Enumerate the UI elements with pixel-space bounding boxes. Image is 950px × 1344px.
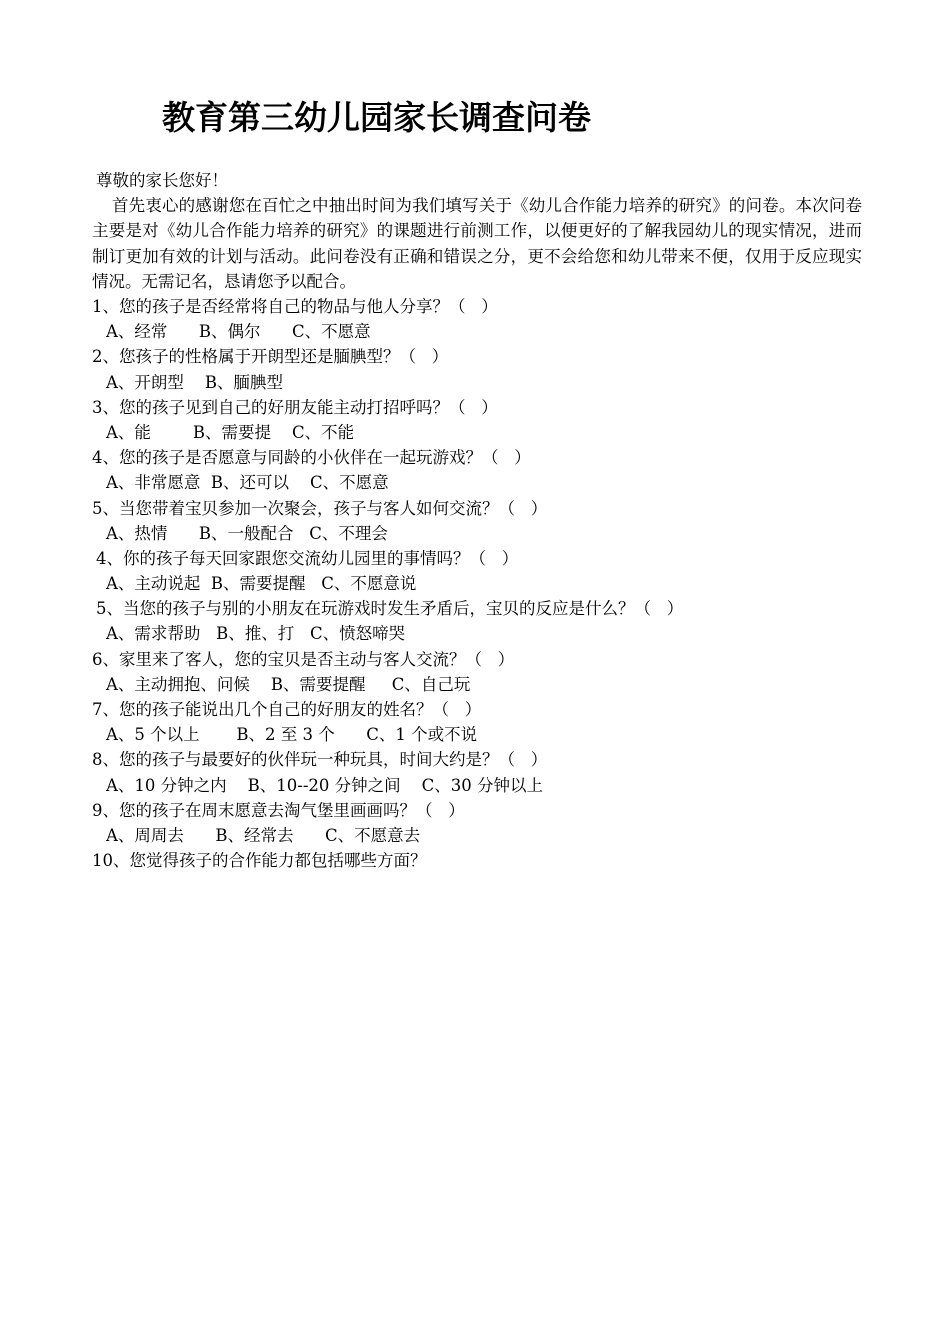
question-1: 1、您的孩子是否经常将自己的物品与他人分享？（ ） (92, 297, 498, 316)
question-7: 5、当您的孩子与别的小朋友在玩游戏时发生矛盾后，宝贝的反应是什么？（ ） (96, 599, 684, 619)
page-title: 教育第三幼儿园家长调查问卷 (162, 98, 591, 137)
question-10-options: A、10 分钟之内 B、10--20 分钟之间 C、30 分钟以上 (106, 775, 543, 795)
question-4: 4、您的孩子是否愿意与同龄的小伙伴在一起玩游戏？（ ） (92, 448, 531, 468)
question-6: 4、你的孩子每天回家跟您交流幼儿园里的事情吗？（ ） (96, 548, 519, 568)
question-1-options: A、经常 B、偶尔 C、不愿意 (106, 322, 371, 342)
question-11-options: A、周周去 B、经常去 C、不愿意去 (106, 825, 421, 845)
question-2-options: A、开朗型 B、腼腆型 (106, 372, 284, 392)
question-2: 2、您孩子的性格属于开朗型还是腼腆型？（ ） (92, 347, 449, 367)
question-10: 8、您的孩子与最要好的伙伴玩一种玩具，时间大约是？（ ） (92, 750, 548, 770)
intro-paragraph: 首先衷心的感谢您在百忙之中抽出时间为我们填写关于《幼儿合作能力培养的研究》的问卷。本次问卷主要是对《幼儿合作能力培养的研究》的课题进行前测工作，以便更好的了解我园幼儿的现实情况，进而制订更加有效的计划与活动。此问卷没有正确和错误之分，更不会给您和幼儿带来不便，仅用于反应现实情况。无需记名，恳请您予以配合。 (92, 196, 862, 291)
question-9: 7、您的孩子能说出几个自己的好朋友的姓名？（ ） (92, 700, 482, 719)
question-3-options: A、能 B、需要提 C、不能 (106, 422, 355, 442)
question-5: 5、当您带着宝贝参加一次聚会，孩子与客人如何交流？（ ） (92, 498, 548, 518)
questionnaire-body (92, 168, 862, 873)
question-11: 9、您的孩子在周末愿意去淘气堡里画画吗？（ ） (92, 800, 465, 820)
greeting: 尊敬的家长您好！ (96, 171, 228, 190)
question-8: 6、家里来了客人，您的宝贝是否主动与客人交流？（ ） (92, 649, 515, 669)
question-4-options: A、非常愿意 B、还可以 C、不愿意 (106, 473, 389, 493)
question-9-options: A、5 个以上 B、2 至 3 个 C、1 个或不说 (106, 725, 478, 745)
question-6-options: A、主动说起 B、需要提醒 C、不愿意说 (106, 574, 417, 594)
question-3: 3、您的孩子见到自己的好朋友能主动打招呼吗？（ ） (92, 397, 498, 417)
question-7-options: A、需求帮助 B、推、打 C、愤怒啼哭 (106, 624, 406, 644)
question-5-options: A、热情 B、一般配合 C、不理会 (106, 523, 388, 543)
question-12: 10、您觉得孩子的合作能力都包括哪些方面？ (92, 851, 427, 871)
question-8-options: A、主动拥抱、问候 B、需要提醒 C、自己玩 (106, 674, 471, 694)
